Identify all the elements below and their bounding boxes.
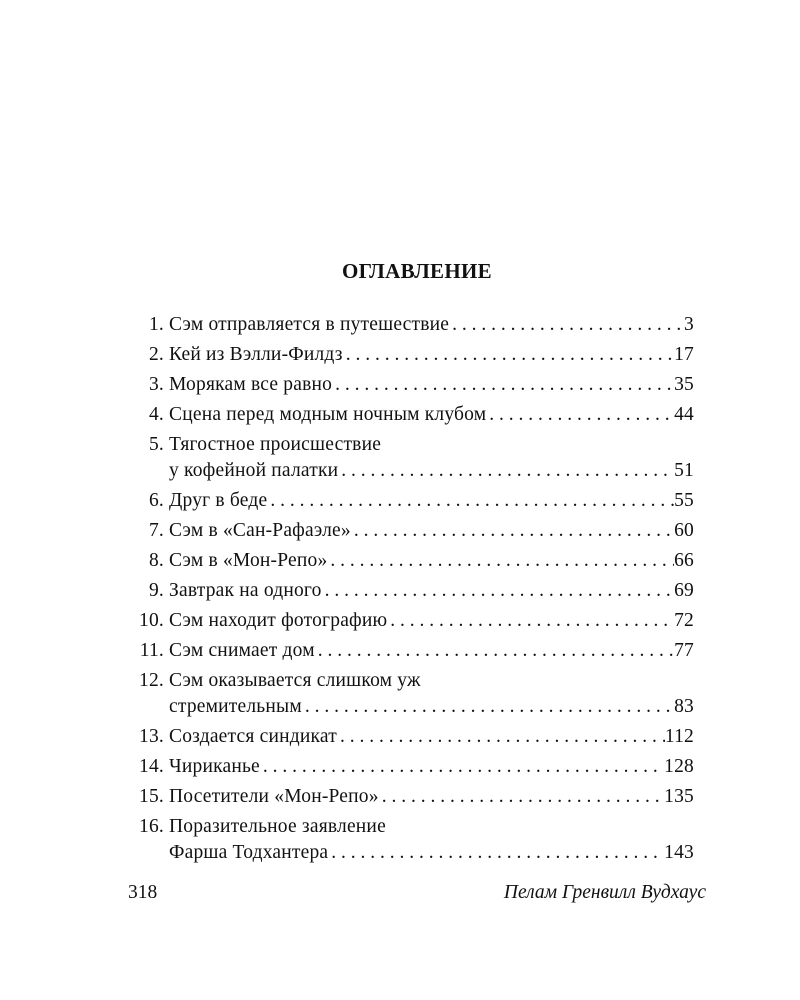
toc-entry-number: 2. [148, 344, 164, 365]
toc-entry [128, 608, 694, 634]
toc-entry-body [164, 638, 694, 664]
toc-entry-page: 55 [674, 490, 694, 511]
toc-entry-body [164, 372, 694, 398]
toc-entry-page: 135 [664, 786, 694, 807]
toc-entry-page: 35 [674, 374, 694, 395]
toc-entry-title: Создается синдикат [169, 726, 337, 747]
toc-entry-body [164, 784, 694, 810]
toc-entry-title: Завтрак на одного [169, 580, 322, 601]
toc-entry-line [169, 754, 694, 780]
toc-entry-page: 143 [664, 842, 694, 863]
toc-leader-dots [322, 578, 675, 604]
toc-entry [128, 814, 694, 866]
toc-entry-line [169, 312, 694, 338]
toc-entry-number: 1. [148, 314, 164, 335]
toc-entry-body [164, 668, 694, 720]
toc-entry-line [169, 608, 694, 634]
toc-entry-title: Фарша Тодхантера [169, 842, 329, 863]
toc-entry-number: 12. [139, 670, 164, 691]
toc-entry-title: Друг в беде [169, 490, 268, 511]
toc-entry-page: 3 [684, 314, 694, 335]
toc-entry-body [164, 814, 694, 866]
toc-entry-title: Морякам все равно [169, 374, 333, 395]
toc-leader-dots [387, 608, 674, 634]
page-title: ОГЛАВЛЕНИЕ [342, 259, 492, 283]
toc-entry-page: 128 [664, 756, 694, 777]
toc-leader-dots [267, 488, 674, 514]
toc-entry-title: Сэм в «Сан-Рафаэле» [169, 520, 351, 541]
toc-leader-dots [486, 402, 674, 428]
toc-entry-body [164, 342, 694, 368]
toc-entry-page: 44 [674, 404, 694, 425]
toc-entry-line [169, 840, 694, 866]
toc-leader-dots [332, 372, 674, 398]
toc-entry-line [169, 488, 694, 514]
footer-page-number: 318 [128, 882, 158, 903]
toc-entry-number: 14. [139, 756, 164, 777]
toc-entry-title: у кофейной палатки [169, 460, 339, 481]
toc-entry-page: 83 [674, 696, 694, 717]
toc-leader-dots [337, 724, 665, 750]
toc-entry-line [169, 518, 694, 544]
toc-entry-title: Чириканье [169, 756, 260, 777]
toc-entry-line [169, 458, 694, 484]
toc-entry-number: 13. [139, 726, 164, 747]
toc-leader-dots [328, 840, 664, 866]
toc-entry-body [164, 754, 694, 780]
toc-entry [128, 724, 694, 750]
toc-entry-title: Сэм находит фотографию [169, 610, 388, 631]
toc-entry-body [164, 432, 694, 484]
toc-entry-body [164, 578, 694, 604]
toc-entry-body [164, 608, 694, 634]
toc-entry-line [169, 548, 694, 574]
toc-entry-number: 10. [139, 610, 164, 631]
toc-entry-line [169, 638, 694, 664]
table-of-contents [128, 312, 694, 870]
toc-entry-line [169, 402, 694, 428]
toc-entry-body [164, 402, 694, 428]
toc-leader-dots [338, 458, 674, 484]
toc-entry [128, 372, 694, 398]
toc-entry-number: 15. [139, 786, 164, 807]
toc-entry-line [169, 578, 694, 604]
toc-entry-number: 6. [148, 490, 164, 511]
toc-entry [128, 548, 694, 574]
toc-entry-page: 17 [674, 344, 694, 365]
footer-author: Пелам Гренвилл Вудхаус [503, 882, 706, 903]
toc-entry-number: 11. [139, 640, 164, 661]
toc-entry-line [169, 342, 694, 368]
toc-entry-page: 69 [674, 580, 694, 601]
toc-entry-title: Сэм отправляется в путешествие [169, 314, 450, 335]
toc-leader-dots [379, 784, 664, 810]
toc-leader-dots [327, 548, 674, 574]
toc-entry [128, 518, 694, 544]
toc-entry [128, 402, 694, 428]
toc-entry-title: Сцена перед модным ночным клубом [169, 404, 487, 425]
toc-leader-dots [343, 342, 674, 368]
toc-entry [128, 488, 694, 514]
toc-entry-title-line: Тягостное происшествие [169, 434, 382, 455]
toc-leader-dots [302, 694, 674, 720]
toc-entry-line [169, 372, 694, 398]
toc-entry [128, 668, 694, 720]
toc-entry-page: 60 [674, 520, 694, 541]
toc-entry-number: 16. [139, 816, 164, 837]
toc-leader-dots [315, 638, 674, 664]
toc-entry-title: Сэм в «Мон-Репо» [169, 550, 328, 571]
toc-leader-dots [449, 312, 684, 338]
toc-entry-title-line: Поразительное заявление [169, 816, 386, 837]
toc-entry-number: 7. [148, 520, 164, 541]
toc-entry-title-line: Сэм оказывается слишком уж [169, 670, 421, 691]
toc-entry [128, 578, 694, 604]
toc-entry [128, 638, 694, 664]
toc-entry [128, 312, 694, 338]
toc-entry-title: Кей из Вэлли-Филдз [169, 344, 343, 365]
toc-entry-title: стремительным [169, 696, 302, 717]
toc-entry-body [164, 518, 694, 544]
toc-entry-line [169, 724, 694, 750]
toc-entry-body [164, 488, 694, 514]
toc-leader-dots [351, 518, 674, 544]
toc-entry-number: 4. [148, 404, 164, 425]
toc-entry [128, 754, 694, 780]
toc-entry-body [164, 724, 694, 750]
toc-entry-number: 9. [148, 580, 164, 601]
toc-entry-title: Сэм снимает дом [169, 640, 315, 661]
toc-leader-dots [260, 754, 664, 780]
toc-entry-page: 66 [674, 550, 694, 571]
toc-entry-number: 5. [148, 434, 164, 455]
toc-entry-page: 51 [674, 460, 694, 481]
toc-entry [128, 784, 694, 810]
toc-entry-page: 112 [664, 726, 694, 747]
toc-entry [128, 342, 694, 368]
toc-entry-line [169, 784, 694, 810]
toc-entry-number: 8. [148, 550, 164, 571]
toc-entry-line [169, 694, 694, 720]
toc-entry-page: 77 [674, 640, 694, 661]
toc-entry-body [164, 548, 694, 574]
toc-entry [128, 432, 694, 484]
toc-entry-number: 3. [148, 374, 164, 395]
toc-entry-page: 72 [674, 610, 694, 631]
toc-entry-body [164, 312, 694, 338]
toc-entry-title: Посетители «Мон-Репо» [169, 786, 379, 807]
